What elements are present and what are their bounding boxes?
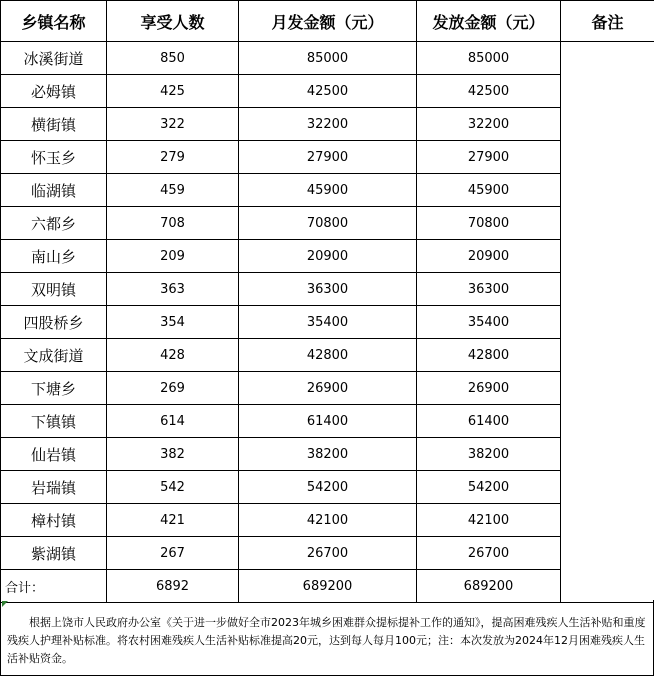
cell-town: 紫湖镇 bbox=[1, 537, 107, 570]
cell-monthly-amount: 26700 bbox=[239, 537, 417, 570]
cell-people: 542 bbox=[107, 471, 239, 504]
cell-issued-amount: 26900 bbox=[417, 372, 561, 405]
cell-town: 仙岩镇 bbox=[1, 438, 107, 471]
cell-people: 850 bbox=[107, 42, 239, 75]
table-row bbox=[1, 504, 654, 537]
header-people: 享受人数 bbox=[107, 1, 239, 42]
header-town: 乡镇名称 bbox=[1, 1, 107, 42]
cell-town: 六都乡 bbox=[1, 207, 107, 240]
cell-issued-amount: 42500 bbox=[417, 75, 561, 108]
header-remark: 备注 bbox=[561, 1, 654, 42]
table-row bbox=[1, 141, 654, 174]
cell-people: 354 bbox=[107, 306, 239, 339]
cell-people: 322 bbox=[107, 108, 239, 141]
header-issued-amount: 发放金额（元） bbox=[417, 1, 561, 42]
table-row bbox=[1, 207, 654, 240]
cell-town: 冰溪街道 bbox=[1, 42, 107, 75]
cell-monthly-amount: 26900 bbox=[239, 372, 417, 405]
cell-people: 209 bbox=[107, 240, 239, 273]
cell-monthly-amount: 85000 bbox=[239, 42, 417, 75]
cell-town: 下镇镇 bbox=[1, 405, 107, 438]
cell-issued-amount: 85000 bbox=[417, 42, 561, 75]
cell-people: 267 bbox=[107, 537, 239, 570]
table-row bbox=[1, 42, 654, 75]
cell-town: 必姆镇 bbox=[1, 75, 107, 108]
table-row bbox=[1, 537, 654, 570]
table-row bbox=[1, 240, 654, 273]
table-row bbox=[1, 471, 654, 504]
cell-monthly-amount: 42500 bbox=[239, 75, 417, 108]
cell-issued-amount: 32200 bbox=[417, 108, 561, 141]
comment-marker-icon bbox=[2, 601, 8, 607]
cell-monthly-amount: 54200 bbox=[239, 471, 417, 504]
total-label: 合计： bbox=[1, 570, 107, 603]
cell-issued-amount: 35400 bbox=[417, 306, 561, 339]
cell-town: 怀玉乡 bbox=[1, 141, 107, 174]
cell-people: 708 bbox=[107, 207, 239, 240]
table-row bbox=[1, 405, 654, 438]
cell-issued-amount: 27900 bbox=[417, 141, 561, 174]
cell-town: 临湖镇 bbox=[1, 174, 107, 207]
cell-monthly-amount: 36300 bbox=[239, 273, 417, 306]
cell-issued-amount: 42100 bbox=[417, 504, 561, 537]
cell-town: 南山乡 bbox=[1, 240, 107, 273]
cell-monthly-amount: 27900 bbox=[239, 141, 417, 174]
cell-issued-amount: 36300 bbox=[417, 273, 561, 306]
cell-people: 459 bbox=[107, 174, 239, 207]
cell-issued-amount: 54200 bbox=[417, 471, 561, 504]
cell-town: 四股桥乡 bbox=[1, 306, 107, 339]
cell-people: 428 bbox=[107, 339, 239, 372]
table-header-row bbox=[1, 1, 654, 42]
cell-monthly-amount: 70800 bbox=[239, 207, 417, 240]
cell-town: 岩瑞镇 bbox=[1, 471, 107, 504]
cell-town: 樟村镇 bbox=[1, 504, 107, 537]
note-text: 根据上饶市人民政府办公室《关于进一步做好全市2023年城乡困难群众提标提补工作的通知》，提高困难残疾人生活补贴和重度残疾人护理补贴标准。将农村困难残疾人生活补贴标准提高20元，达到每人每月100元；注：本次发放为2024年12月困难残疾人生活补贴资金。 bbox=[7, 616, 646, 665]
cell-town: 下塘乡 bbox=[1, 372, 107, 405]
cell-monthly-amount: 20900 bbox=[239, 240, 417, 273]
cell-monthly-amount: 35400 bbox=[239, 306, 417, 339]
cell-people: 363 bbox=[107, 273, 239, 306]
table-body bbox=[1, 42, 654, 603]
cell-issued-amount: 20900 bbox=[417, 240, 561, 273]
cell-monthly-amount: 38200 bbox=[239, 438, 417, 471]
total-issued-amount: 689200 bbox=[417, 570, 561, 603]
cell-town: 双明镇 bbox=[1, 273, 107, 306]
cell-monthly-amount: 42800 bbox=[239, 339, 417, 372]
table-row bbox=[1, 372, 654, 405]
cell-issued-amount: 42800 bbox=[417, 339, 561, 372]
note-box bbox=[0, 600, 654, 676]
cell-issued-amount: 38200 bbox=[417, 438, 561, 471]
total-row bbox=[1, 570, 654, 603]
table-row bbox=[1, 339, 654, 372]
cell-monthly-amount: 61400 bbox=[239, 405, 417, 438]
total-monthly-amount: 689200 bbox=[239, 570, 417, 603]
cell-people: 269 bbox=[107, 372, 239, 405]
table-row bbox=[1, 174, 654, 207]
cell-issued-amount: 61400 bbox=[417, 405, 561, 438]
cell-issued-amount: 26700 bbox=[417, 537, 561, 570]
cell-people: 614 bbox=[107, 405, 239, 438]
cell-monthly-amount: 45900 bbox=[239, 174, 417, 207]
cell-monthly-amount: 42100 bbox=[239, 504, 417, 537]
table-row bbox=[1, 438, 654, 471]
table-row bbox=[1, 75, 654, 108]
cell-issued-amount: 70800 bbox=[417, 207, 561, 240]
table-row bbox=[1, 306, 654, 339]
cell-people: 421 bbox=[107, 504, 239, 537]
cell-people: 425 bbox=[107, 75, 239, 108]
table-row bbox=[1, 108, 654, 141]
table-row bbox=[1, 273, 654, 306]
cell-town: 横街镇 bbox=[1, 108, 107, 141]
cell-remark bbox=[561, 42, 654, 603]
total-people: 6892 bbox=[107, 570, 239, 603]
cell-people: 279 bbox=[107, 141, 239, 174]
cell-town: 文成街道 bbox=[1, 339, 107, 372]
cell-issued-amount: 45900 bbox=[417, 174, 561, 207]
cell-people: 382 bbox=[107, 438, 239, 471]
header-monthly-amount: 月发金额（元） bbox=[239, 1, 417, 42]
cell-monthly-amount: 32200 bbox=[239, 108, 417, 141]
